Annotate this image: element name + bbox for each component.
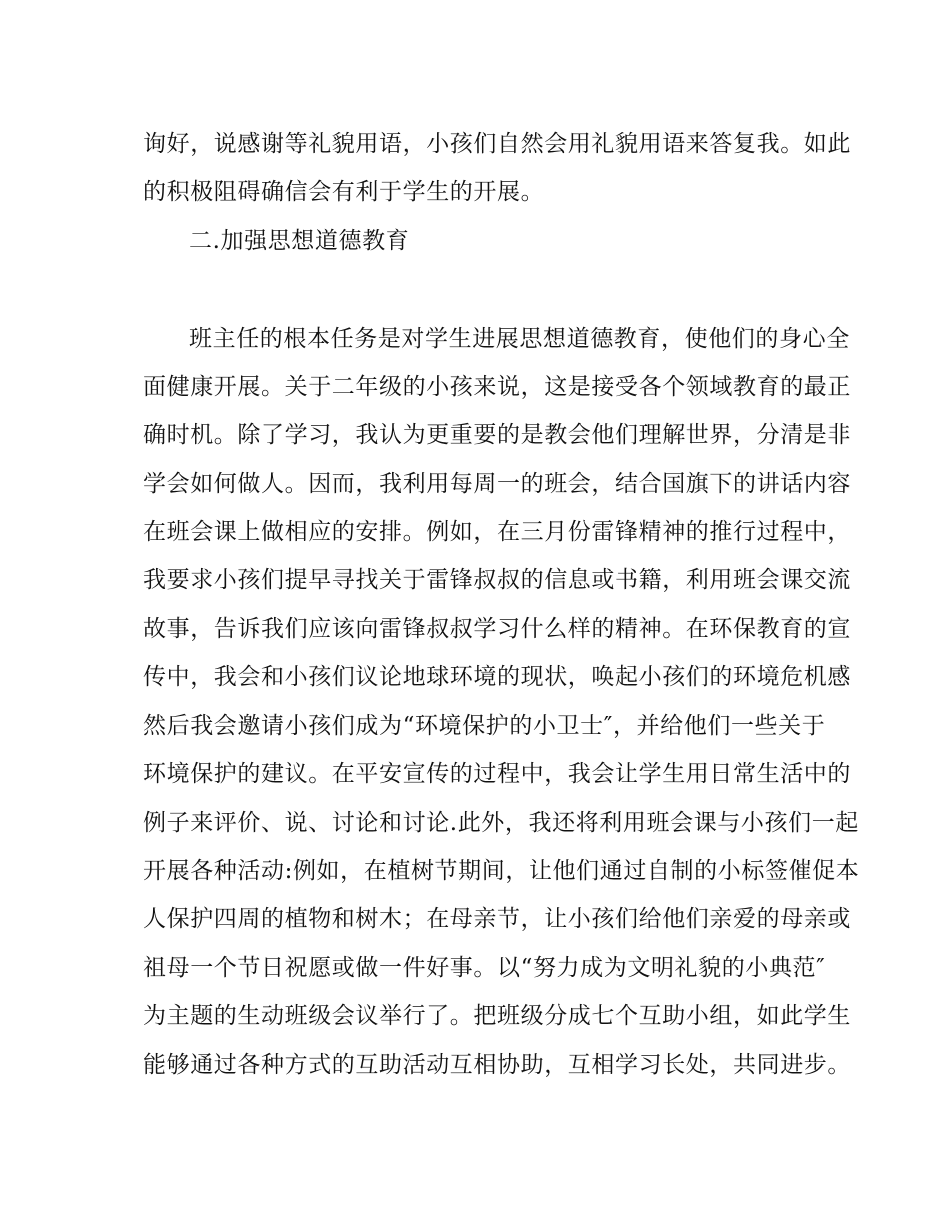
paragraph-line: 我要求小孩们提早寻找关于雷锋叔叔的信息或书籍，利用班会课交流 [143, 567, 851, 593]
paragraph-line: 的积极阻碍确信会有利于学生的开展。 [143, 179, 545, 205]
paragraph-line: 例子来评价、说、讨论和讨论.此外，我还将利用班会课与小孩们一起 [143, 810, 859, 836]
paragraph-line: 在班会课上做相应的安排。例如，在三月份雷锋精神的推行过程中， [143, 519, 851, 545]
paragraph-line: 人保护四周的植物和树木；在母亲节，让小孩们给他们亲爱的母亲或 [143, 906, 851, 932]
paragraph-line: 班主任的根本任务是对学生进展思想道德教育，使他们的身心全 [189, 326, 850, 352]
paragraph-line: 祖母一个节日祝愿或做一件好事。以“努力成为文明礼貌的小典范″ [143, 955, 826, 981]
paragraph-line: 询好，说感谢等礼貌用语，小孩们自然会用礼貌用语来答复我。如此 [143, 131, 851, 157]
paragraph-line: 然后我会邀请小孩们成为“环境保护的小卫士″，并给他们一些关于 [143, 713, 826, 739]
paragraph-line: 开展各种活动:例如，在植树节期间，让他们通过自制的小标签催促本 [143, 858, 860, 884]
paragraph-line: 为主题的生动班级会议举行了。把班级分成七个互助小组，如此学生 [143, 1003, 851, 1029]
paragraph-line: 学会如何做人。因而，我利用每周一的班会，结合国旗下的讲话内容 [143, 471, 851, 497]
paragraph-line: 能够通过各种方式的互助活动互相协助，互相学习长处，共同进步。 [143, 1052, 851, 1078]
paragraph-line: 面健康开展。关于二年级的小孩来说，这是接受各个领域教育的最正 [143, 374, 851, 400]
paragraph-line: 环境保护的建议。在平安宣传的过程中，我会让学生用日常生活中的 [143, 761, 851, 787]
paragraph-line: 故事，告诉我们应该向雷锋叔叔学习什么样的精神。在环保教育的宣 [143, 616, 851, 642]
paragraph-line: 传中，我会和小孩们议论地球环境的现状，唤起小孩们的环境危机感 [143, 664, 851, 690]
paragraph-line: 确时机。除了学习，我认为更重要的是教会他们理解世界，分清是非 [143, 422, 851, 448]
section-heading: 二.加强思想道德教育 [189, 228, 410, 254]
